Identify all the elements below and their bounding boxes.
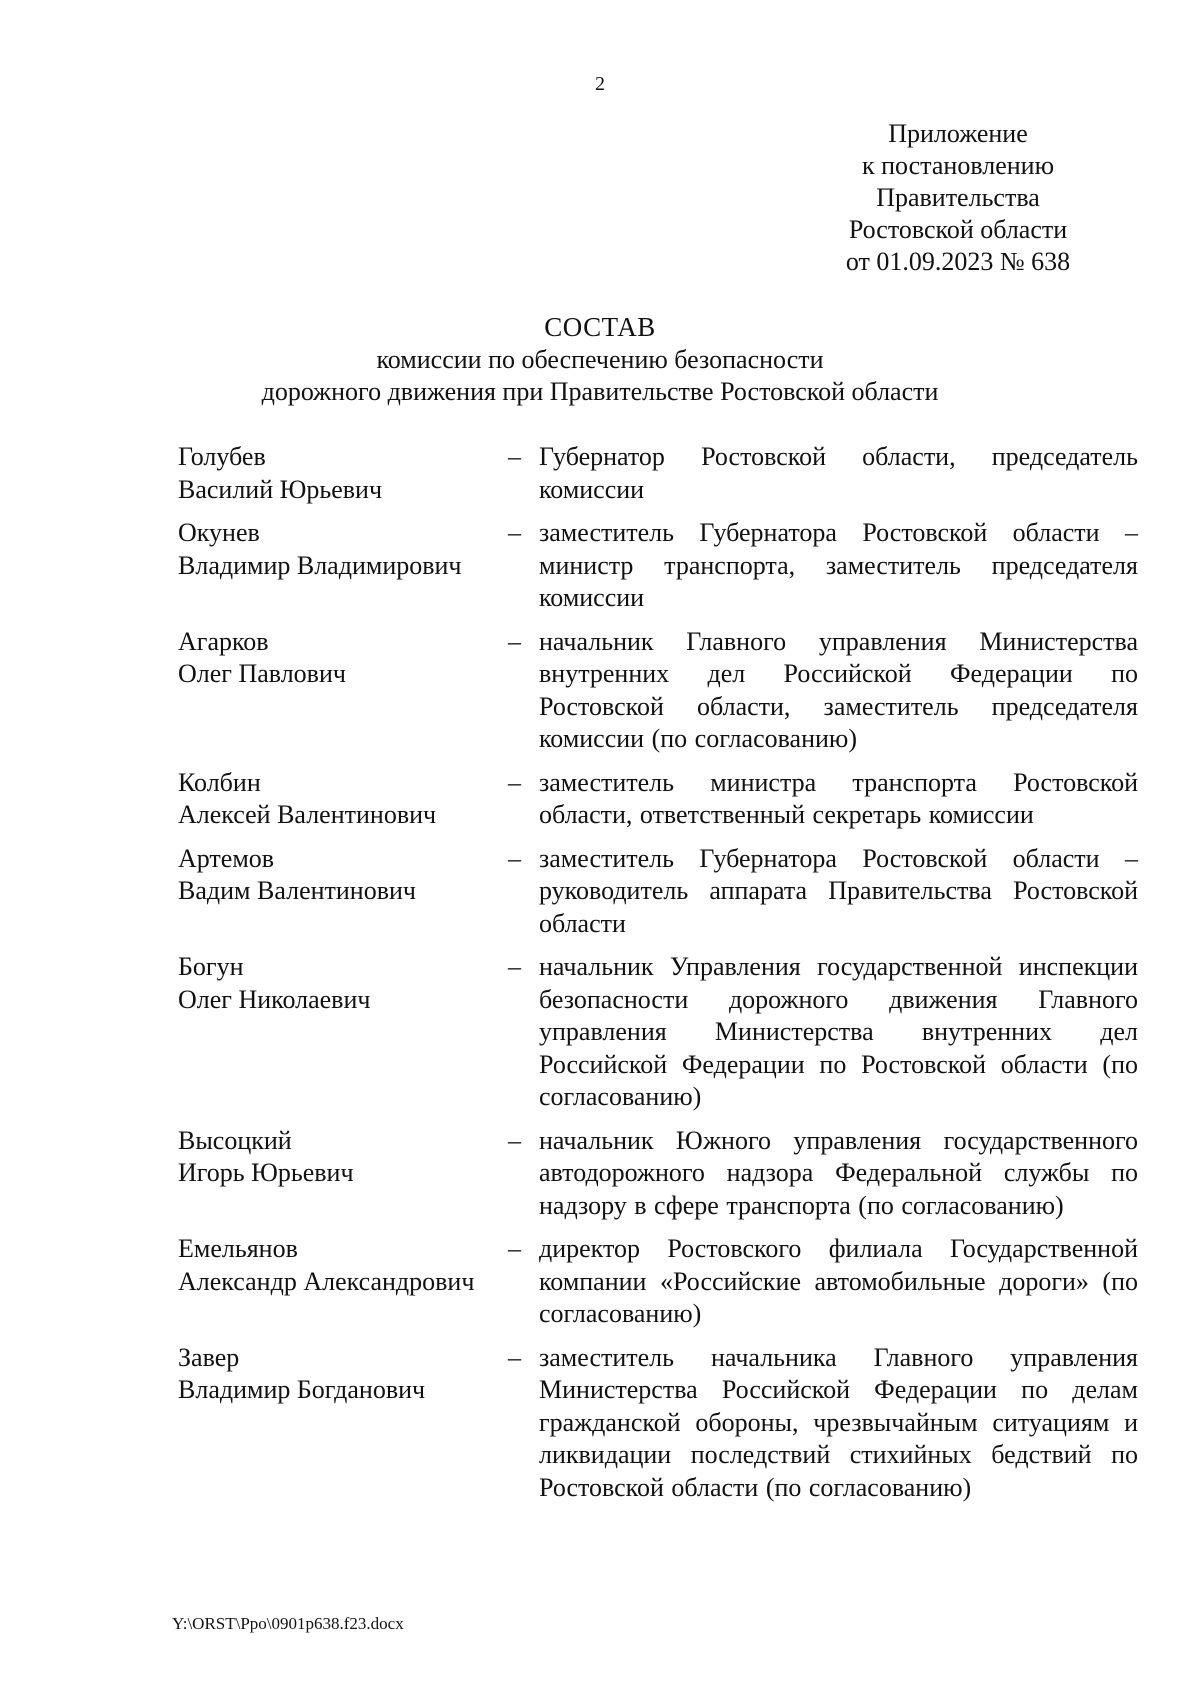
- member-given-name: Вадим Валентинович: [178, 876, 416, 905]
- appendix-line: Правительства: [876, 183, 1040, 212]
- member-dash: –: [508, 1234, 521, 1263]
- member-role: начальник Главного управления Министерства внутренних дел Российской Федерации по Ростовской области, заместитель председателя комиссии (по согласованию): [539, 626, 1138, 753]
- member-role: заместитель Губернатора Ростовской области – министр транспорта, заместитель председателя комиссии: [539, 518, 1138, 612]
- member-role: директор Ростовского филиала Государственной компании «Российские автомобильные дороги» (по согласованию): [539, 1234, 1138, 1328]
- member-dash: –: [508, 767, 521, 797]
- member-given-name: Владимир Владимирович: [178, 550, 462, 580]
- member-role: заместитель Губернатора Ростовской области – руководитель аппарата Правительства Ростовской области: [539, 843, 1138, 938]
- page-number: 2: [595, 73, 605, 95]
- member-dash: –: [508, 626, 521, 656]
- member-role: начальник Управления государственной инспекции безопасности дорожного движения Главного управления Министерства внутренних дел Российской Федерации по Ростовской области (по согласованию): [539, 952, 1138, 1111]
- member-row: [178, 843, 1138, 941]
- member-dash: –: [508, 843, 521, 873]
- member-name: [178, 1125, 501, 1190]
- member-name: [178, 951, 501, 1016]
- member-name: [178, 1233, 501, 1298]
- member-surname: Емельянов: [178, 1234, 298, 1263]
- member-surname: Высоцкий: [178, 1125, 292, 1155]
- member-surname: Артемов: [178, 843, 275, 873]
- member-row: [178, 1233, 1138, 1331]
- member-row: [178, 441, 1138, 506]
- member-dash: –: [508, 442, 521, 471]
- member-name: [178, 517, 501, 582]
- appendix-line: Приложение: [888, 119, 1028, 148]
- file-path-footer: Y:\ORST\Ppo\0901p638.f23.docx: [172, 1614, 404, 1633]
- member-dash: –: [508, 952, 521, 981]
- member-given-name: Игорь Юрьевич: [178, 1158, 354, 1187]
- member-row: [178, 1342, 1138, 1505]
- member-role: заместитель министра транспорта Ростовской области, ответственный секретарь комиссии: [539, 767, 1138, 829]
- members-list: [178, 441, 1138, 1515]
- member-given-name: Олег Павлович: [178, 659, 346, 688]
- member-role: Губернатор Ростовской области, председатель комиссии: [539, 442, 1138, 504]
- member-row: [178, 1125, 1138, 1223]
- document-title: [0, 311, 1200, 408]
- member-dash: –: [508, 1342, 521, 1372]
- title-line: дорожного движения при Правительстве Ростовской области: [261, 377, 939, 406]
- member-given-name: Василий Юрьевич: [178, 474, 383, 504]
- member-surname: Агарков: [178, 626, 269, 656]
- member-surname: Окунев: [178, 518, 260, 547]
- member-given-name: Владимир Богданович: [178, 1375, 426, 1404]
- member-name: [178, 441, 501, 506]
- member-surname: Колбин: [178, 767, 261, 797]
- member-row: [178, 517, 1138, 615]
- member-given-name: Олег Николаевич: [178, 984, 371, 1014]
- appendix-header: [818, 118, 1098, 278]
- member-role: заместитель начальника Главного управления Министерства Российской Федерации по делам гражданской обороны, чрезвычайным ситуациям и ликвидации последствий стихийных бедствий по Ростовской области (по согласованию): [539, 1342, 1138, 1502]
- member-given-name: Александр Александрович: [178, 1266, 475, 1296]
- member-name: [178, 626, 501, 691]
- appendix-line: Ростовской области: [848, 215, 1068, 244]
- title-line: комиссии по обеспечению безопасности: [376, 345, 824, 374]
- appendix-line: от 01.09.2023 № 638: [845, 247, 1071, 276]
- member-name: [178, 1342, 501, 1407]
- member-surname: Завер: [178, 1342, 240, 1372]
- member-dash: –: [508, 1125, 521, 1155]
- member-name: [178, 767, 501, 832]
- member-row: [178, 951, 1138, 1114]
- member-surname: Богун: [178, 952, 244, 981]
- member-surname: Голубев: [178, 442, 266, 471]
- member-role: начальник Южного управления государственного автодорожного надзора Федеральной службы по надзору в сфере транспорта (по согласованию): [539, 1125, 1138, 1220]
- title-main: СОСТАВ: [544, 312, 656, 342]
- member-dash: –: [508, 518, 521, 547]
- member-given-name: Алексей Валентинович: [178, 800, 437, 829]
- member-row: [178, 626, 1138, 756]
- member-name: [178, 843, 501, 908]
- appendix-line: к постановлению: [861, 151, 1055, 180]
- member-row: [178, 767, 1138, 832]
